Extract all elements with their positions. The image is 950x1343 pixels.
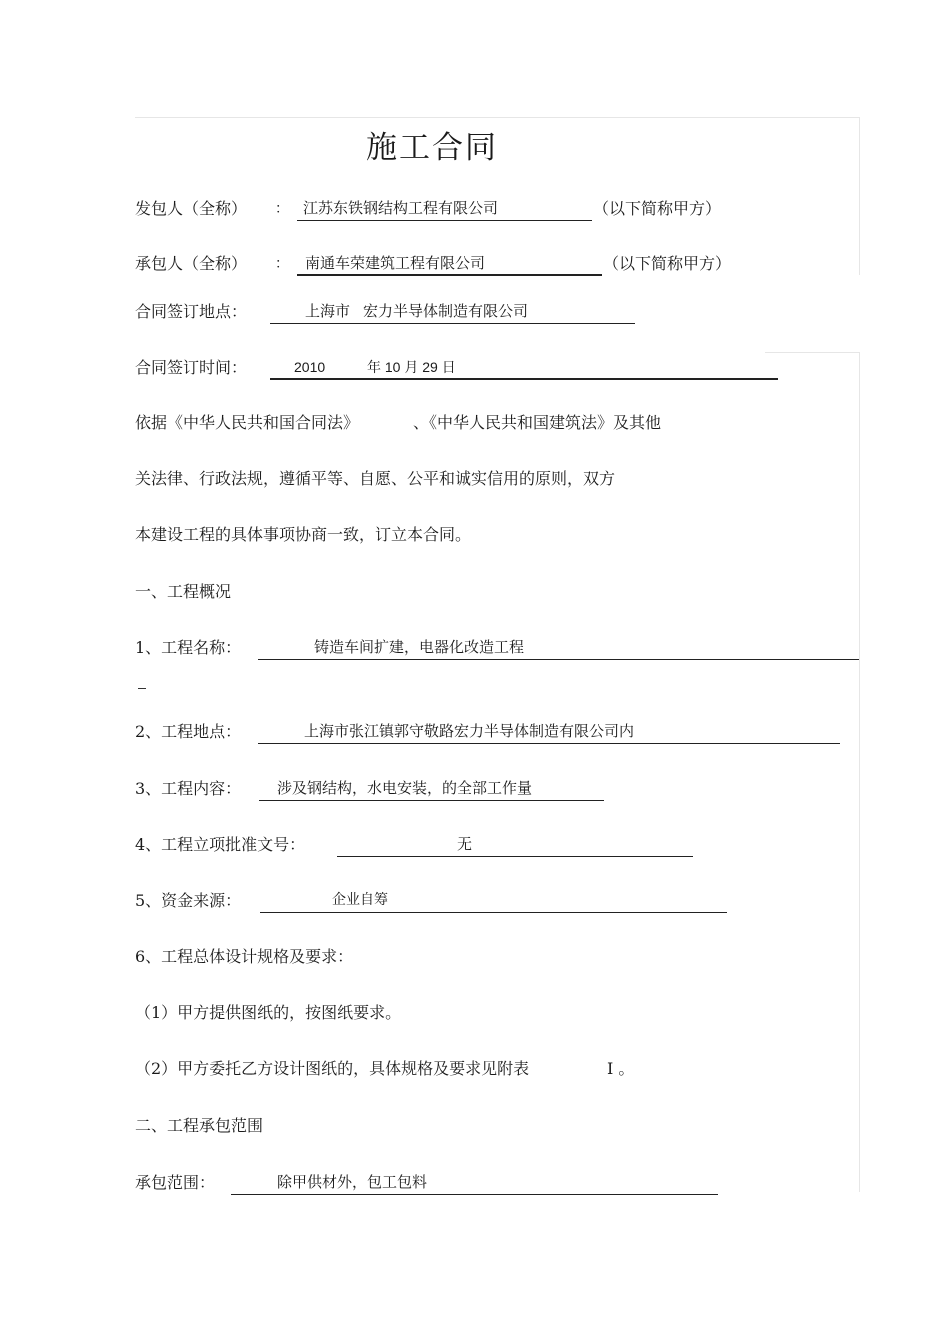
section-1-heading: 一、工程概况 (135, 582, 232, 601)
sign-place-company: 宏力半导体制造有限公司 (363, 302, 529, 320)
sign-place-city: 上海市 (305, 302, 351, 320)
section-2-heading: 二、工程承包范围 (135, 1116, 264, 1135)
item-5-value: 企业自筹 (332, 892, 388, 908)
intro-line-2: 关法律、行政法规，遵循平等、自愿、公平和诚实信用的原则，双方 (135, 469, 616, 488)
scope-row (135, 1171, 735, 1195)
party-a-suffix: （以下简称甲方） (593, 199, 722, 218)
scope-value: 除甲供材外，包工包料 (277, 1173, 428, 1191)
party-b-label: 承包人（全称） (135, 254, 248, 273)
item-2-row (135, 720, 845, 744)
frame-top-line (135, 117, 860, 118)
frame-mid-line (765, 352, 860, 353)
party-a-row (135, 197, 755, 221)
frame-right-line (859, 117, 860, 275)
sign-place-row (135, 300, 655, 324)
item-1-field[interactable] (258, 636, 859, 660)
item-3-value: 涉及钢结构，水电安装，的全部工作量 (277, 779, 533, 797)
party-a-colon: ： (275, 201, 289, 217)
sign-time-rest: 年 10 月 29 日 (367, 359, 456, 375)
item-4-field[interactable] (337, 833, 693, 857)
sign-time-field[interactable] (270, 356, 778, 380)
party-a-field[interactable] (297, 197, 592, 221)
item-5-row (135, 889, 735, 913)
sign-place-label: 合同签订地点： (135, 302, 248, 321)
item-3-field[interactable] (259, 777, 604, 801)
sign-place-field[interactable] (270, 300, 635, 324)
item-1-row (135, 636, 860, 660)
item-2-label: 2、工程地点： (135, 722, 242, 741)
item-6-label: 6、工程总体设计规格及要求： (135, 947, 354, 966)
party-b-colon: ： (275, 256, 289, 272)
stray-dash (138, 688, 146, 689)
item-4-value: 无 (457, 835, 473, 853)
party-a-label: 发包人（全称） (135, 199, 248, 218)
sign-time-row (135, 356, 795, 380)
item-3-row (135, 777, 615, 801)
item-3-label: 3、工程内容： (135, 779, 242, 798)
intro-line-3: 本建设工程的具体事项协商一致，订立本合同。 (135, 525, 472, 544)
item-1-label: 1、工程名称： (135, 638, 242, 657)
party-b-value: 南通车荣建筑工程有限公司 (305, 254, 486, 272)
item-4-row (135, 833, 705, 857)
party-b-row (135, 252, 755, 276)
item-2-value: 上海市张江镇郭守敬路宏力半导体制造有限公司内 (304, 722, 635, 740)
sign-time-year: 2010 (294, 359, 326, 375)
requirement-2a: （2）甲方委托乙方设计图纸的，具体规格及要求见附表 (135, 1059, 530, 1078)
item-2-field[interactable] (258, 720, 840, 744)
frame-right-line-lower (859, 352, 860, 1192)
sign-time-label: 合同签订时间： (135, 358, 248, 377)
requirement-2b: I 。 (607, 1059, 635, 1078)
requirement-1: （1）甲方提供图纸的，按图纸要求。 (135, 1003, 402, 1022)
scope-field[interactable] (231, 1171, 718, 1195)
party-b-field[interactable] (297, 252, 602, 276)
party-a-value: 江苏东铁钢结构工程有限公司 (303, 199, 499, 217)
item-5-label: 5、资金来源： (135, 891, 242, 910)
scope-label: 承包范围： (135, 1173, 216, 1192)
item-1-value: 铸造车间扩建，电器化改造工程 (314, 638, 525, 656)
party-b-suffix: （以下简称甲方） (603, 254, 732, 273)
intro-line-1a: 依据《中华人民共和国合同法》 (135, 413, 360, 432)
intro-line-1b: 、《中华人民共和国建筑法》及其他 (413, 413, 662, 432)
item-4-label: 4、工程立项批准文号： (135, 835, 306, 854)
page-title: 施工合同 (366, 130, 498, 166)
item-5-field[interactable] (260, 889, 727, 913)
